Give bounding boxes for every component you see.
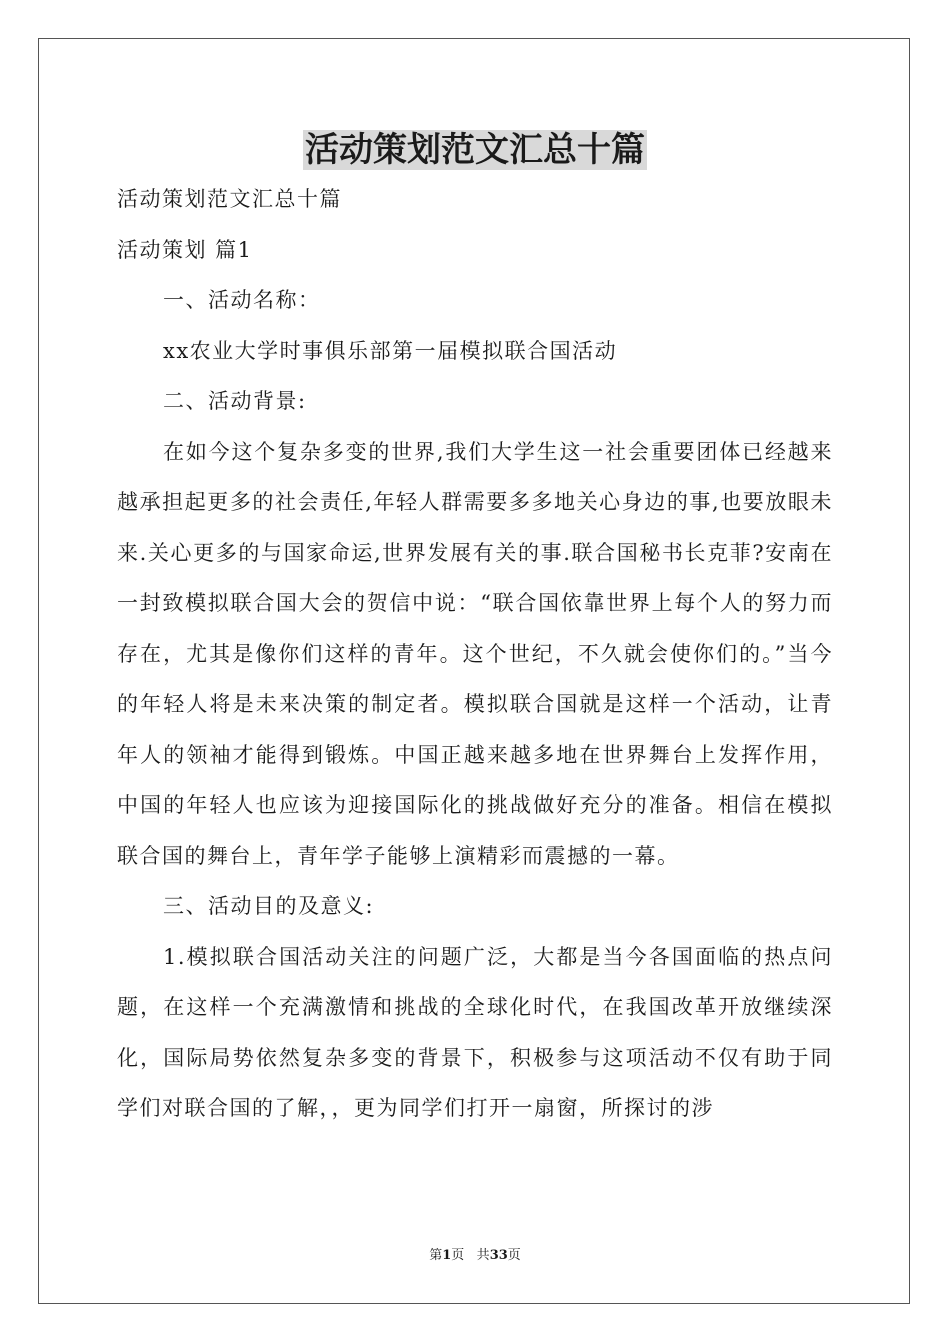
page-footer <box>0 1246 950 1266</box>
footer-total-prefix: 共 <box>476 1248 490 1263</box>
paragraph-background-body: 在如今这个复杂多变的世界,我们大学生这一社会重要团体已经越来越承担起更多的社会责任,年轻人群需要多多地关心身边的事,也要放眼未来.关心更多的与国家命运,世界发展有关的事.联合国秘书长克菲?安南在一封致模拟联合国大会的贺信中说：“联合国依靠世界上每个人的努力而存在，尤其是像你们这样的青年。这个世纪，不久就会使你们的。”当今的年轻人将是未来决策的制定者。模拟联合国就是这样一个活动，让青年人的领袖才能得到锻炼。中国正越来越多地在世界舞台上发挥作用，中国的年轻人也应该为迎接国际化的挑战做好充分的准备。相信在模拟联合国的舞台上，青年学子能够上演精彩而震撼的一幕。 <box>117 439 833 868</box>
paragraph-purpose-body: 1.模拟联合国活动关注的问题广泛，大都是当今各国面临的热点问题，在这样一个充满激情和挑战的全球化时代，在我国改革开放继续深化，国际局势依然复杂多变的背景下，积极参与这项活动不仅有助于同学们对联合国的了解，，更为同学们打开一扇窗，所探讨的涉 <box>117 944 833 1120</box>
paragraph-background-heading: 二、活动背景: <box>163 389 307 413</box>
paragraph-activity-name: xx农业大学时事俱乐部第一届模拟联合国活动 <box>163 338 618 363</box>
footer-page-suffix: 页 <box>451 1248 465 1263</box>
footer-prefix: 第 <box>429 1248 443 1263</box>
title-text: 活动策划范文汇总十篇 <box>305 130 645 170</box>
paragraph-subtitle: 活动策划范文汇总十篇 <box>117 187 342 211</box>
paragraph-activity-name-heading: 一、活动名称： <box>163 288 321 312</box>
document-body <box>117 174 833 1134</box>
document-title <box>0 124 950 176</box>
footer-page-number: 1 <box>442 1248 452 1263</box>
paragraph-purpose-heading: 三、活动目的及意义: <box>163 894 375 918</box>
paragraph-section-heading: 活动策划 篇1 <box>117 237 253 262</box>
footer-total-suffix: 页 <box>507 1248 521 1263</box>
footer-total-pages: 33 <box>489 1248 508 1263</box>
